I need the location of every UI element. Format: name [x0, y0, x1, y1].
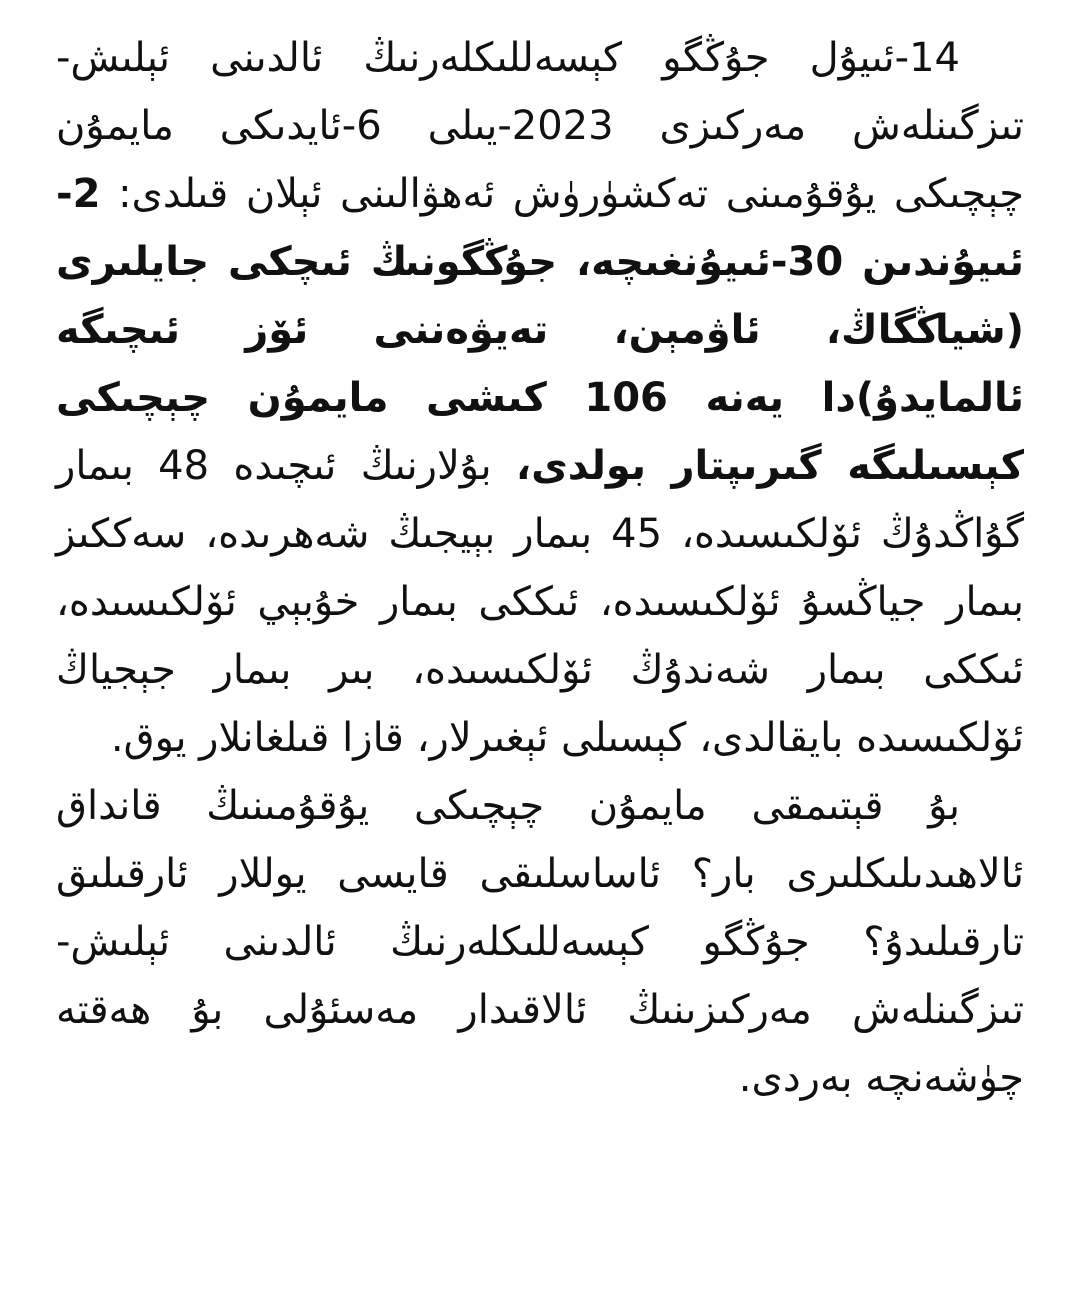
- paragraph-1-intro: 14-ئىيۇل جۇڭگو كېسەللىكلەرنىڭ ئالدىنى ئېلىش-تىزگىنلەش مەركىزى 2023-يىلى 6-ئايدىكى مايمۇن چېچىكى يۇقۇمىنى تەكشۈرۈش ئەھۋالىنى ئېلان قىلدى:: [56, 35, 1024, 217]
- paragraph-2: [56, 772, 1024, 1112]
- paragraph-1-details: بۇلارنىڭ ئىچىدە 48 بىمار گۇاڭدۇڭ ئۆلكىسىدە، 45 بىمار بېيجىڭ شەھرىدە، سەككىز بىمار جياڭسۇ ئۆلكىسىدە، ئىككى بىمار خۇبېي ئۆلكىسىدە، ئىككى بىمار شەندۇڭ ئۆلكىسىدە، بىر بىمار جېجياڭ ئۆلكىسىدە بايقالدى، كېسىلى ئېغىرلار، قازا قىلغانلار يوق.: [56, 443, 1024, 761]
- paragraph-1: [56, 24, 1024, 772]
- paragraph-1-highlight: 2-ئىيۇندىن 30-ئىيۇنغىچە، جۇڭگونىڭ ئىچكى جايلىرى (شياڭگاڭ، ئاۋمېن، تەيۋەننى ئۆز ئىچىگە ئالمايدۇ)دا يەنە 106 كىشى مايمۇن چېچىكى كېسىلىگە گىرىپتار بولدى،: [56, 171, 1025, 489]
- paragraph-2-text: بۇ قېتىمقى مايمۇن چېچىكى يۇقۇمىنىڭ قانداق ئالاھىدىلىكلىرى بار؟ ئاساسلىقى قايسى يوللار ئارقىلىق تارقىلىدۇ؟ جۇڭگو كېسەللىكلەرنىڭ ئالدىنى ئېلىش-تىزگىنلەش مەركىزىنىڭ ئالاقىدار مەسئۇلى بۇ ھەقتە چۈشەنچە بەردى.: [56, 783, 1024, 1101]
